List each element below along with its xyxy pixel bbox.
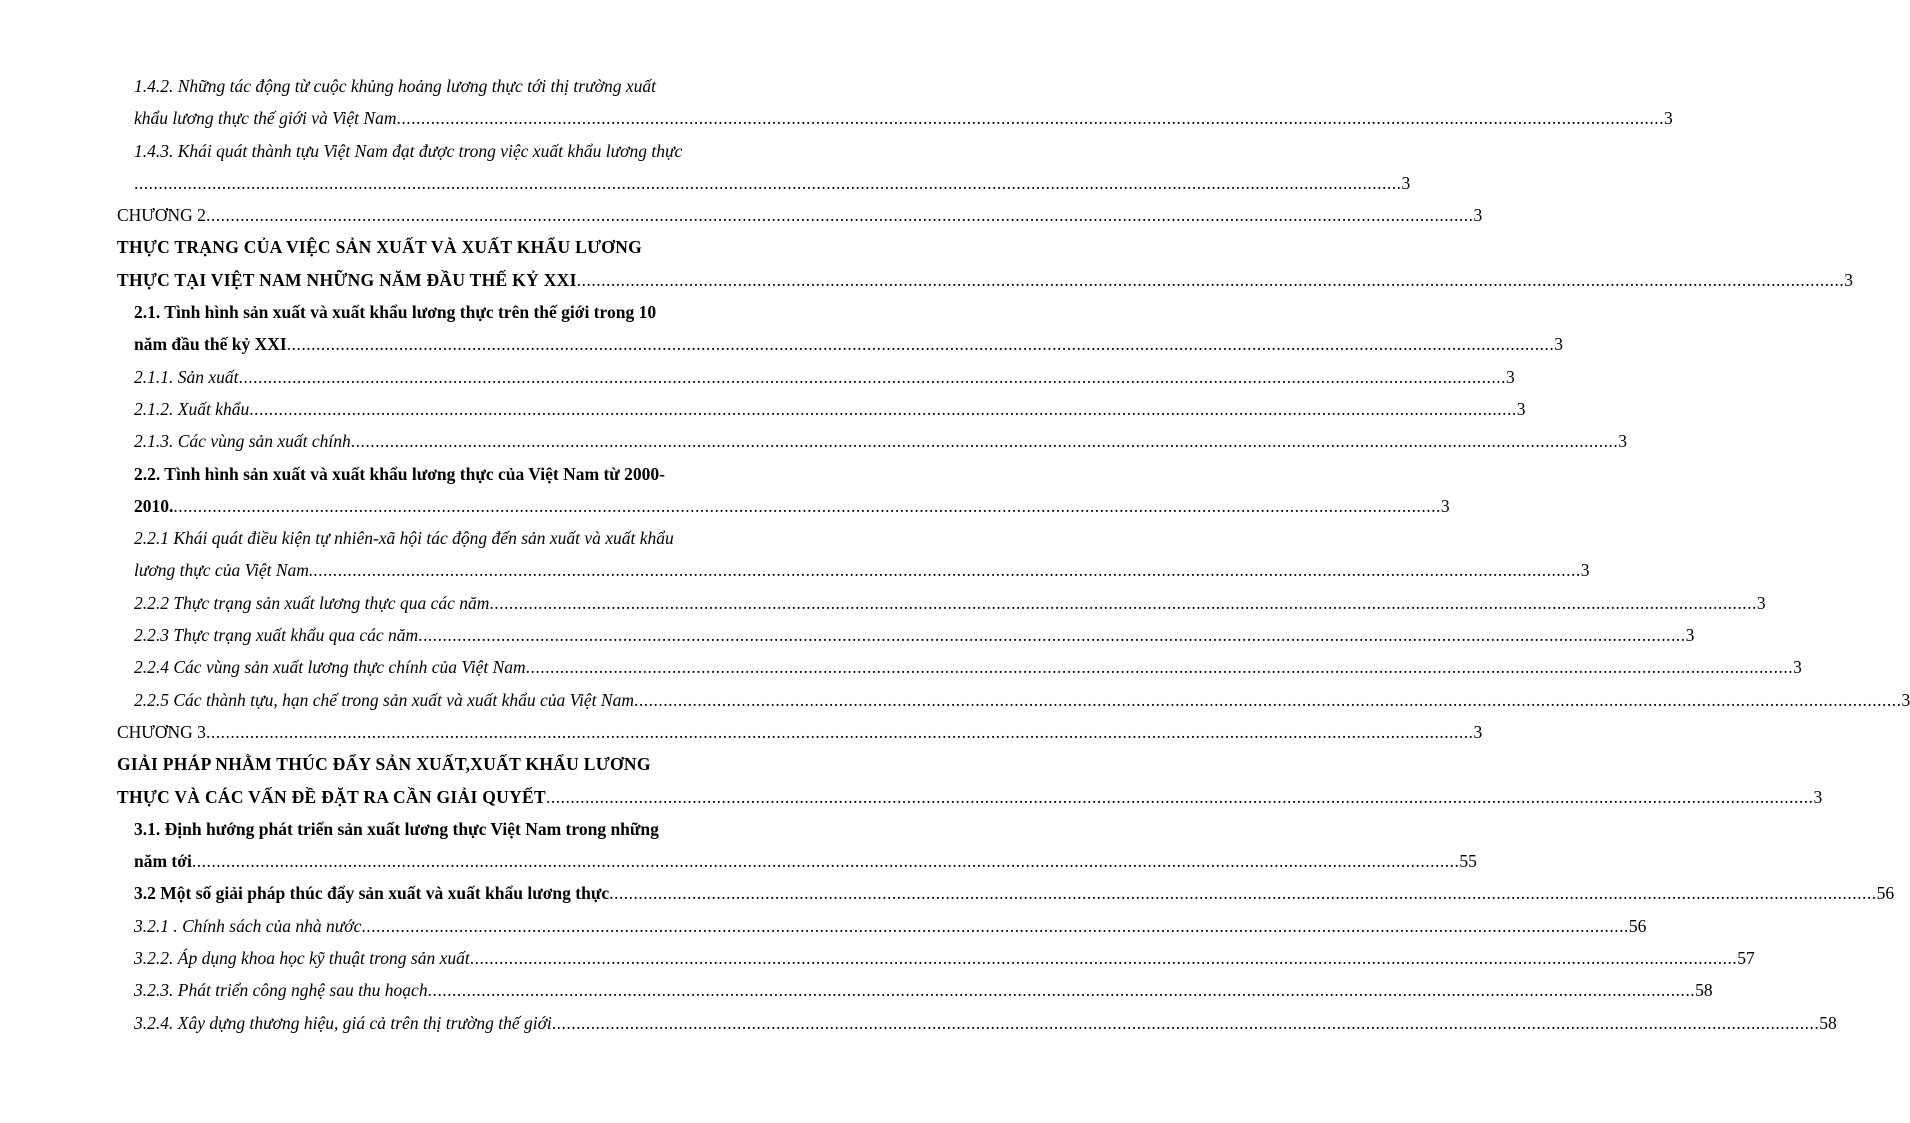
- toc-entry[interactable]: [117, 1007, 1837, 1039]
- toc-entry[interactable]: [117, 974, 1713, 1006]
- toc-page-number: 58: [1819, 1012, 1837, 1033]
- toc-entry[interactable]: [117, 587, 1766, 619]
- toc-page-number: 3: [1554, 334, 1563, 355]
- toc-entry-text: 1.4.2. Những tác động từ cuộc khủng hoảng lương thực tới thị trường xuất: [134, 76, 656, 96]
- toc-entry-text: 2.2.5 Các thành tựu, hạn chế trong sản xuất và xuất khẩu của Việt Nam: [134, 689, 634, 710]
- toc-entry-text: 2.1.3. Các vùng sản xuất chính: [134, 431, 351, 452]
- toc-entry-text: 3.2 Một số giải pháp thúc đẩy sản xuất và xuất khẩu lương thực: [134, 883, 610, 904]
- toc-page-number: 3: [1663, 108, 1673, 129]
- toc-entry-text: GIẢI PHÁP NHẰM THÚC ĐẨY SẢN XUẤT,XUẤT KHẨU LƯƠNG: [117, 754, 651, 775]
- toc-entry-last-line: [134, 393, 1526, 425]
- toc-entry[interactable]: [117, 942, 1755, 974]
- toc-entry-text: 2.2.3 Thực trạng xuất khẩu qua các năm: [134, 625, 419, 646]
- toc-page-number: 58: [1695, 980, 1713, 1001]
- dot-leader: ....................................................................................................................................................................................................................................................................: [134, 172, 1402, 193]
- toc-page-number: 3: [1473, 205, 1483, 226]
- toc-entry[interactable]: [117, 684, 1910, 716]
- toc-entry-last-line: [134, 877, 1895, 909]
- toc-entry-last-line: [117, 781, 1823, 813]
- toc-page-number: 3: [1440, 495, 1450, 516]
- toc-entry[interactable]: [117, 619, 1695, 651]
- toc-entry-text: năm đầu thế kỷ XXI: [134, 334, 287, 355]
- toc-page-number: 55: [1459, 851, 1477, 872]
- dot-leader: ....................................................................................................................................................................................................................................................................: [173, 495, 1441, 516]
- toc-entry[interactable]: [117, 296, 1563, 361]
- toc-entry-last-line: [134, 102, 1673, 134]
- dot-leader: ....................................................................................................................................................................................................................................................................: [418, 625, 1686, 646]
- toc-entry-text: 2.2.2 Thực trạng sản xuất lương thực qua các năm: [134, 592, 490, 613]
- dot-leader: ....................................................................................................................................................................................................................................................................: [249, 398, 1517, 419]
- toc-entry-text: THỰC TRẠNG CỦA VIỆC SẢN XUẤT VÀ XUẤT KHẨU LƯƠNG: [117, 237, 643, 258]
- toc-entry[interactable]: [117, 813, 1477, 878]
- dot-leader: ....................................................................................................................................................................................................................................................................: [469, 948, 1738, 969]
- toc-entry[interactable]: [117, 877, 1895, 909]
- toc-entry-text: 3.1. Định hướng phát triển sản xuất lương thực Việt Nam trong những: [134, 818, 659, 839]
- toc-entry-text: CHƯƠNG 2: [117, 205, 206, 226]
- toc-page-number: 56: [1628, 915, 1647, 936]
- toc-page-number: 3: [1793, 657, 1802, 678]
- toc-page-number: 3: [1756, 592, 1766, 613]
- toc-entry-text: 3.2.3. Phát triển công nghệ sau thu hoạch: [134, 980, 428, 1001]
- toc-entry[interactable]: [117, 458, 1450, 523]
- toc-page-number: 3: [1580, 560, 1590, 581]
- toc-entry-text: khẩu lương thực thế giới và Việt Nam: [134, 108, 397, 129]
- toc-entry-last-line: [134, 910, 1647, 942]
- toc-entry-last-line: [134, 651, 1802, 683]
- toc-entry-text: lương thực của Việt Nam.: [134, 560, 314, 581]
- toc-entry[interactable]: [117, 748, 1823, 813]
- toc-entry-text: 2.2. Tình hình sản xuất và xuất khẩu lương thực của Việt Nam từ 2000-: [134, 463, 665, 484]
- toc-entry-text: 3.2.2. Áp dụng khoa học kỹ thuật trong sản xuất: [134, 948, 470, 969]
- dot-leader: ....................................................................................................................................................................................................................................................................: [489, 592, 1757, 613]
- dot-leader: ....................................................................................................................................................................................................................................................................: [313, 560, 1581, 581]
- toc-entry-text: 2.1.2. Xuất khẩu: [134, 398, 250, 419]
- toc-entry-last-line: [134, 942, 1755, 974]
- toc-entry-last-line: [134, 490, 1450, 522]
- dot-leader: ....................................................................................................................................................................................................................................................................: [551, 1012, 1820, 1033]
- table-of-contents: [117, 70, 1910, 1039]
- toc-entry[interactable]: [117, 393, 1526, 425]
- dot-leader: ....................................................................................................................................................................................................................................................................: [286, 334, 1555, 355]
- toc-entry[interactable]: [117, 361, 1515, 393]
- toc-entry[interactable]: [117, 231, 1854, 296]
- toc-page-number: 57: [1737, 948, 1755, 969]
- toc-entry-last-line: [134, 845, 1477, 877]
- toc-page-number: 3: [1473, 721, 1483, 742]
- toc-entry-text: 2.1. Tình hình sản xuất và xuất khẩu lương thực trên thế giới trong 10: [134, 302, 657, 323]
- toc-entry[interactable]: [117, 651, 1802, 683]
- toc-entry-last-line: [134, 425, 1628, 457]
- toc-entry-text: 3.2.1 . Chính sách của nhà nước: [134, 915, 362, 936]
- toc-page-number: 3: [1516, 398, 1526, 419]
- toc-page-number: 3: [1844, 269, 1854, 290]
- toc-entry-text: THỰC VÀ CÁC VẤN ĐỀ ĐẶT RA CẦN GIẢI QUYẾT: [117, 786, 546, 807]
- dot-leader: ....................................................................................................................................................................................................................................................................: [361, 915, 1629, 936]
- dot-leader: ....................................................................................................................................................................................................................................................................: [396, 108, 1664, 129]
- toc-page-number: 3: [1901, 689, 1910, 710]
- toc-entry[interactable]: [117, 199, 1483, 231]
- toc-entry-last-line: [134, 684, 1910, 716]
- dot-leader: ....................................................................................................................................................................................................................................................................: [609, 883, 1877, 904]
- toc-entry-last-line: [134, 587, 1766, 619]
- toc-page-number: 56: [1876, 883, 1895, 904]
- toc-entry-last-line: [134, 1007, 1837, 1039]
- toc-page-number: 3: [1401, 172, 1411, 193]
- toc-entry-last-line: [117, 716, 1483, 748]
- toc-entry[interactable]: [117, 716, 1483, 748]
- toc-entry-text: 2010.: [134, 495, 174, 516]
- toc-entry-text: năm tới: [134, 851, 192, 872]
- toc-entry-last-line: [134, 361, 1515, 393]
- dot-leader: ....................................................................................................................................................................................................................................................................: [633, 689, 1902, 710]
- toc-entry[interactable]: [117, 425, 1628, 457]
- dot-leader: ....................................................................................................................................................................................................................................................................: [350, 431, 1619, 452]
- toc-entry-text: THỰC TẠI VIỆT NAM NHỮNG NĂM ĐẦU THẾ KỶ XXI: [117, 269, 577, 290]
- toc-entry[interactable]: [117, 70, 1673, 135]
- toc-page-number: 3: [1506, 366, 1515, 387]
- toc-entry-text: 2.1.1. Sản xuất: [134, 366, 239, 387]
- dot-leader: ....................................................................................................................................................................................................................................................................: [545, 786, 1814, 807]
- toc-entry-last-line: [134, 974, 1713, 1006]
- dot-leader: ....................................................................................................................................................................................................................................................................: [205, 721, 1474, 742]
- toc-entry-last-line: [117, 199, 1483, 231]
- dot-leader: ....................................................................................................................................................................................................................................................................: [427, 980, 1696, 1001]
- toc-entry-text: 2.2.1 Khái quát điều kiện tự nhiên-xã hội tác động đến sản xuất và xuất khẩu: [134, 528, 674, 549]
- toc-entry-text: 1.4.3. Khái quát thành tựu Việt Nam đạt được trong việc xuất khẩu lương thực: [134, 140, 683, 161]
- dot-leader: ....................................................................................................................................................................................................................................................................: [238, 366, 1507, 387]
- toc-page-number: 3: [1685, 625, 1695, 646]
- dot-leader: ....................................................................................................................................................................................................................................................................: [205, 205, 1474, 226]
- toc-entry-last-line: [134, 328, 1563, 360]
- toc-entry[interactable]: [117, 522, 1590, 587]
- dot-leader: ....................................................................................................................................................................................................................................................................: [191, 851, 1460, 872]
- dot-leader: ....................................................................................................................................................................................................................................................................: [576, 269, 1845, 290]
- toc-entry-text: CHƯƠNG 3: [117, 721, 206, 742]
- toc-entry[interactable]: [117, 910, 1647, 942]
- toc-page-number: 3: [1618, 431, 1628, 452]
- toc-entry-last-line: [117, 264, 1854, 296]
- toc-entry-text: 3.2.4. Xây dựng thương hiệu, giá cả trên thị trường thế giới: [134, 1012, 552, 1033]
- toc-entry-last-line: [134, 167, 1411, 199]
- toc-entry-last-line: [134, 619, 1695, 651]
- dot-leader: ....................................................................................................................................................................................................................................................................: [525, 657, 1794, 678]
- toc-page-number: 3: [1813, 786, 1823, 807]
- toc-entry-text: 2.2.4 Các vùng sản xuất lương thực chính của Việt Nam: [134, 657, 526, 678]
- toc-entry[interactable]: [117, 135, 1411, 200]
- toc-entry-last-line: [134, 554, 1590, 586]
